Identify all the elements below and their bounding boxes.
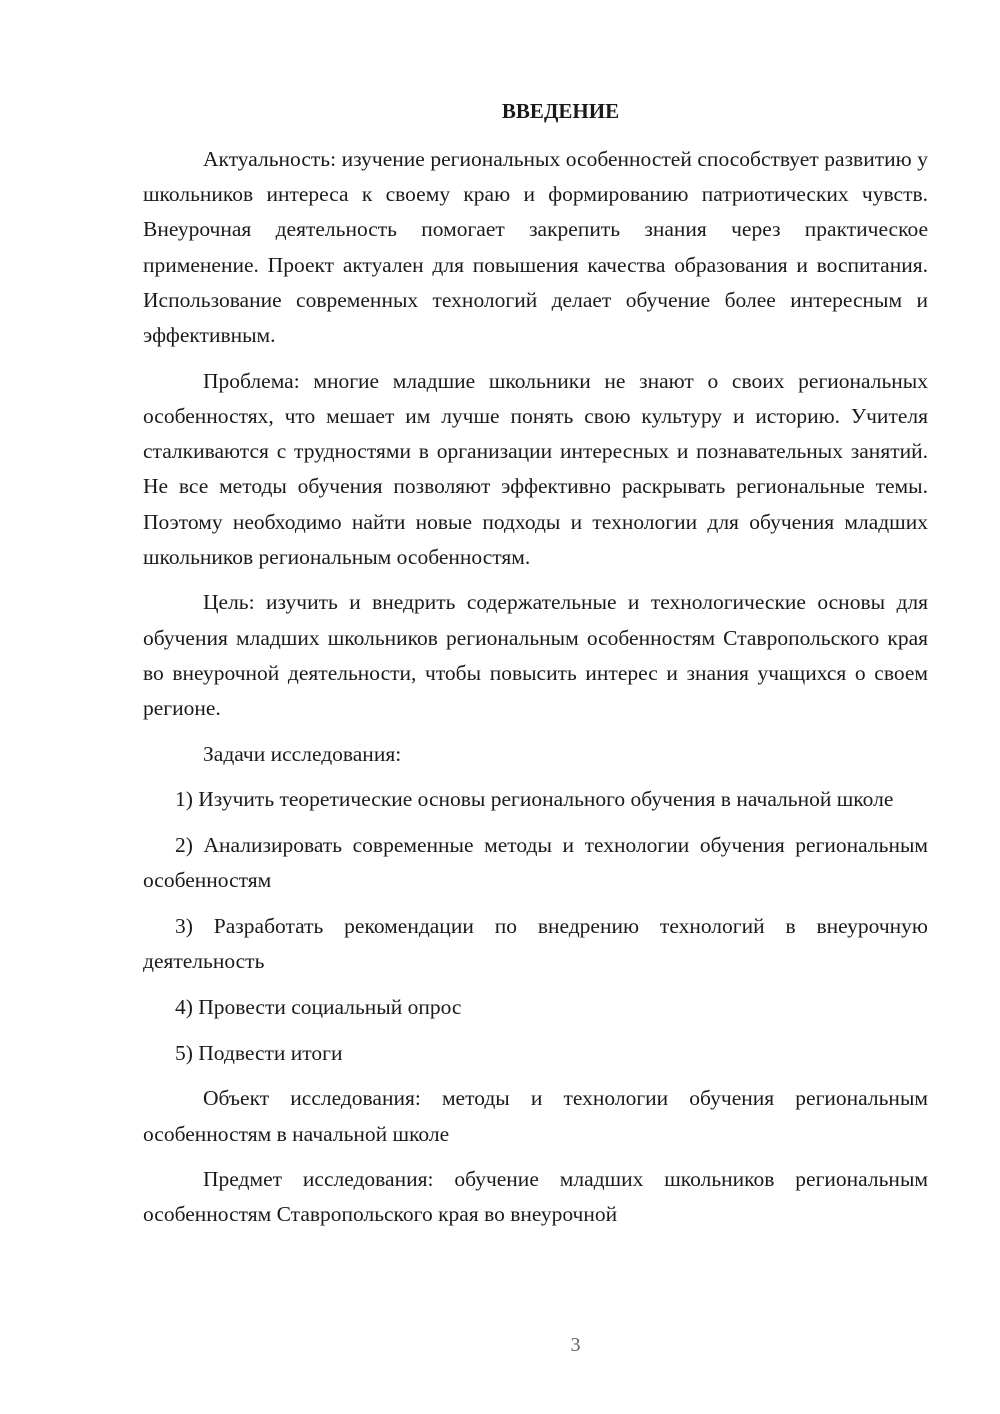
task-item-3: 3) Разработать рекомендации по внедрению технологий в внеурочную деятельность (143, 914, 928, 974)
paragraph-object: Объект исследования: методы и технологии обучения региональным особенностям в начальной школе (143, 1086, 928, 1146)
task-item-4: 4) Провести социальный опрос (175, 994, 462, 1019)
section-title: ВВЕДЕНИЕ (501, 99, 620, 123)
paragraph-problem: Проблема: многие младшие школьники не знают о своих региональных особенностях, что мешает им лучше понять свою культуру и историю. Учителя сталкиваются с трудностями в организации интересных и познавательных занятий. Не все методы обучения позволяют эффективно раскрывать региональные темы. Поэтому необходимо найти новые подходы и технологии для обучения младших школьников региональным особенностям. (143, 368, 928, 569)
tasks-heading: Задачи исследования: (203, 741, 402, 766)
document-page (143, 0, 928, 1414)
paragraph-subject: Предмет исследования: обучение младших школьников региональным особенностям Ставропольского края во внеурочной (143, 1167, 928, 1227)
page-number: 3 (570, 1334, 581, 1356)
task-item-1: 1) Изучить теоретические основы регионального обучения в начальной школе (175, 787, 894, 812)
paragraph-goal: Цель: изучить и внедрить содержательные и технологические основы для обучения младших школьников региональным особенностям Ставропольского края во внеурочной деятельности, чтобы повысить интерес и знания учащихся о своем регионе. (143, 590, 928, 721)
task-item-2: 2) Анализировать современные методы и технологии обучения региональным особенностям (143, 833, 928, 893)
paragraph-relevance: Актуальность: изучение региональных особенностей способствует развитию у школьников интереса к своему краю и формированию патриотических чувств. Внеурочная деятельность помогает закрепить знания через практическое применение. Проект актуален для повышения качества образования и воспитания. Использование современных технологий делает обучение более интересным и эффективным. (143, 147, 928, 348)
document-body (143, 142, 928, 1233)
task-item-5: 5) Подвести итоги (175, 1040, 343, 1065)
